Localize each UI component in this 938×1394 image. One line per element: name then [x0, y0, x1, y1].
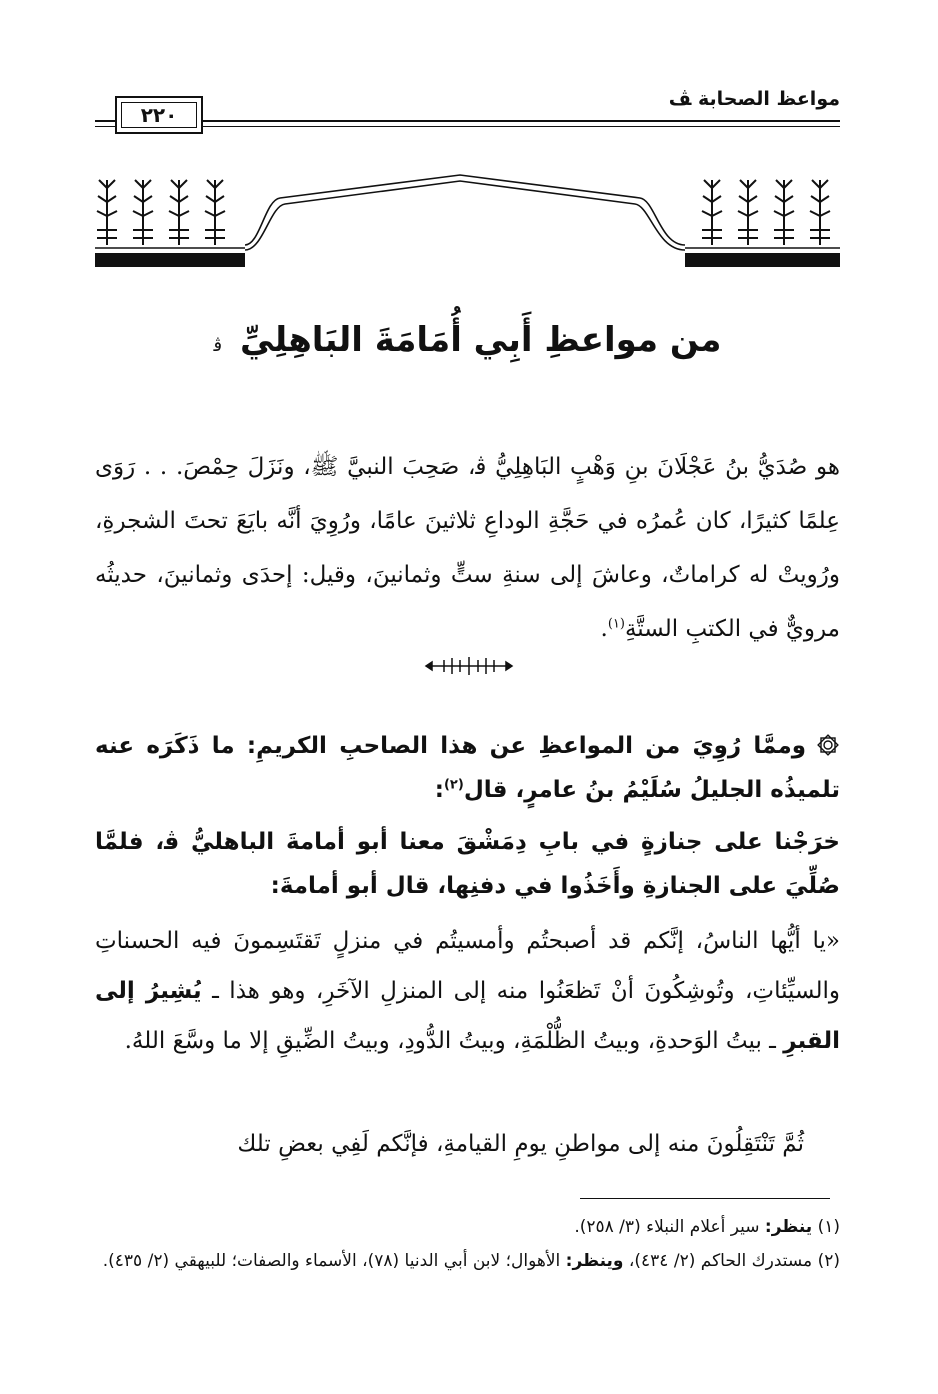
biography-paragraph	[95, 440, 840, 656]
footnote-separator	[580, 1198, 830, 1199]
footnote-ref-1[interactable]: (١)	[607, 616, 625, 632]
chapter-title-text: من مواعظِ أَبِي أُمَامَةَ البَاهِلِيِّ	[239, 320, 722, 360]
honorific-glyph: ﭬ	[213, 335, 223, 356]
sermon-bold-gesture: يُشِيرُ إلى القبرِ	[95, 978, 840, 1054]
footnote-1	[95, 1210, 840, 1244]
footnotes	[95, 1210, 840, 1278]
running-header	[95, 86, 840, 146]
intro-end: :	[434, 777, 444, 803]
biography-text: هو صُدَيُّ بنُ عَجْلَانَ بنِ وَهْبٍ البَاهِلِيُّ ﭬ، صَحِبَ النبيَّ ﷺ، ونَزَلَ حِمْصَ. . . رَوَى عِلمًا كثيرًا، كان عُمرُه في حَجَّةِ الوداعِ ثلاثينَ عامًا، ورُوِيَ أنَّه بايَعَ تحتَ الشجرةِ، ورُويتْ له كراماتٌ، وعاشَ إلى سنةِ ستٍّ وثمانينَ، وقيل: إحدَى وثمانينَ، حديثُه مرويٌّ في الكتبِ الستَّةِ	[95, 454, 840, 642]
continuation-text: ثُمَّ تَنْتَقِلُونَ منه إلى مواطنِ يومِ القيامةِ، فإنَّكم لَفِي بعضِ تلك	[237, 1131, 804, 1157]
header-rule	[95, 120, 840, 122]
plant-motif-left	[97, 180, 225, 245]
page-number: ٢٢٠	[140, 103, 178, 127]
sermon-paragraph	[95, 916, 840, 1066]
plant-motif-right	[702, 180, 830, 245]
intro-paragraph	[95, 724, 840, 812]
footnote-number: (١)	[817, 1217, 840, 1237]
footnote-2	[95, 1244, 840, 1278]
footnote-label: ينظر:	[764, 1217, 813, 1237]
continuation-paragraph	[95, 1122, 840, 1166]
page-number-box	[115, 96, 203, 134]
footnote-ref-2[interactable]: (٢)	[443, 777, 464, 793]
header-rule-thin	[95, 126, 840, 127]
footnote-text: سير أعلام النبلاء (٣/ ٢٥٨).	[574, 1217, 760, 1237]
narrative-paragraph	[95, 820, 840, 908]
sermon-text-a: «يا أيُّها الناسُ، إنَّكم قد أصبحتُم وأمسيتُم في منزلٍ تَقتَسِمونَ فيه الحسناتِ والسيِّئاتِ، وتُوشِكُونَ أنْ تَظعَنُوا منه إلى المنزلِ الآخَرِ، وهو هذا ـ	[95, 928, 841, 1004]
footnote-text-a: مستدرك الحاكم (٢/ ٤٣٤)،	[628, 1251, 813, 1271]
footnote-text-b: الأهوال؛ لابن أبي الدنيا (٧٨)، الأسماء والصفات؛ للبيهقي (٢/ ٤٣٥).	[102, 1251, 561, 1271]
narrative-text: خرَجْنا على جنازةٍ في بابِ دِمَشْقَ معنا أبو أمامةَ الباهليُّ ﭬ، فلمَّا صُلِّيَ على الجنازةِ وأَخَذُوا في دفنِها، قال أبو أمامةَ:	[95, 829, 840, 899]
footnote-number: (٢)	[817, 1251, 840, 1271]
divider-ornament-icon	[424, 656, 514, 676]
section-divider	[0, 654, 938, 678]
chapter-title	[95, 320, 840, 360]
octagram-bullet-icon	[816, 733, 840, 757]
footnote-label: وينظر:	[565, 1251, 624, 1271]
chapter-ornament	[95, 170, 840, 275]
biography-end: .	[600, 616, 608, 642]
intro-text: وممَّا رُوِيَ من المواعظِ عن هذا الصاحبِ الكريمِ: ما ذَكَرَه عنه تلميذُه الجليلُ سُلَيْمُ بنُ عامرٍ، قال	[95, 733, 840, 803]
sermon-text-b: ـ بيتُ الوَحدةِ، وبيتُ الظُّلْمَةِ، وبيتُ الدُّودِ، وبيتُ الضِّيقِ إلا ما وسَّعَ اللهُ.	[124, 1028, 776, 1054]
header-title: مواعظ الصحابة ﭫ	[668, 88, 840, 110]
